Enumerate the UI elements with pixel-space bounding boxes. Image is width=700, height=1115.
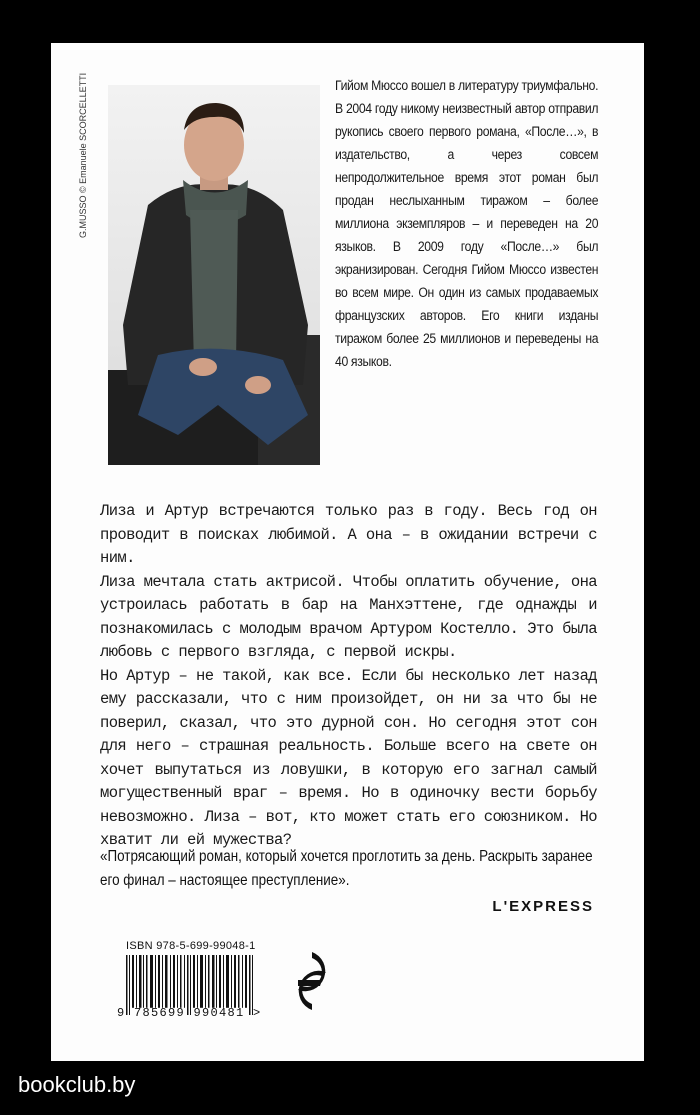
isbn-number: ISBN 978-5-699-99048-1 <box>126 940 256 952</box>
summary-paragraph: Лиза и Артур встречаются только раз в году. Весь год он проводит в поисках любимой. А она – в ожидании встречи с ним. <box>100 502 597 567</box>
author-photo <box>108 85 320 465</box>
book-summary <box>100 500 597 853</box>
press-quote: «Потрясающий роман, который хочется проглотить за день. Раскрыть заранее его финал – настоящее преступление». <box>100 848 593 889</box>
eksmo-logo-icon <box>292 950 332 1012</box>
watermark-site-label: bookclub.by <box>18 1072 136 1097</box>
author-bio: Гийом Мюссо вошел в литературу триумфально. В 2004 году никому неизвестный автор отправил рукопись своего первого романа, «После…», в издательство, а через совсем непродолжительное время этот роман был продан неслыханным тиражом – более миллиона экземпляров – и переведен на 20 языков. В 2009 году «После…» был экранизирован. Сегодня Гийом Мюссо известен во всем мире. Он один из самых продаваемых французских авторов. Его книги изданы тиражом более 25 миллионов и переведены на 40 языков. <box>335 78 599 370</box>
summary-paragraph: Лиза мечтала стать актрисой. Чтобы оплатить обучение, она устроилась работать в бар на Манхэттене, где однажды и познакомилась с молодым врачом Артуром Костелло. Это была любовь с первого взгляда, с первой искры. <box>100 572 597 661</box>
quote-source: L'EXPRESS <box>492 898 594 915</box>
barcode-digits: 9 785699 990481 > <box>117 1006 262 1020</box>
photo-credit: G.MUSSO © Emanuele SCORCELLETTI <box>78 72 88 238</box>
summary-paragraph: Но Артур – не такой, как все. Если бы несколько лет назад ему рассказали, что с ним произойдет, он ни за что бы не поверил, сказал, что это дурной сон. Но сегодня этот сон для него – страшная реальность. Больше всего на свете он хочет выпутаться из ловушки, в которую его загнал самый могущественный враг – время. Но в одиночку вести борьбу невозможно. Лиза – вот, кто может стать его союзником. Но хватит ли ей мужества? <box>100 666 597 849</box>
